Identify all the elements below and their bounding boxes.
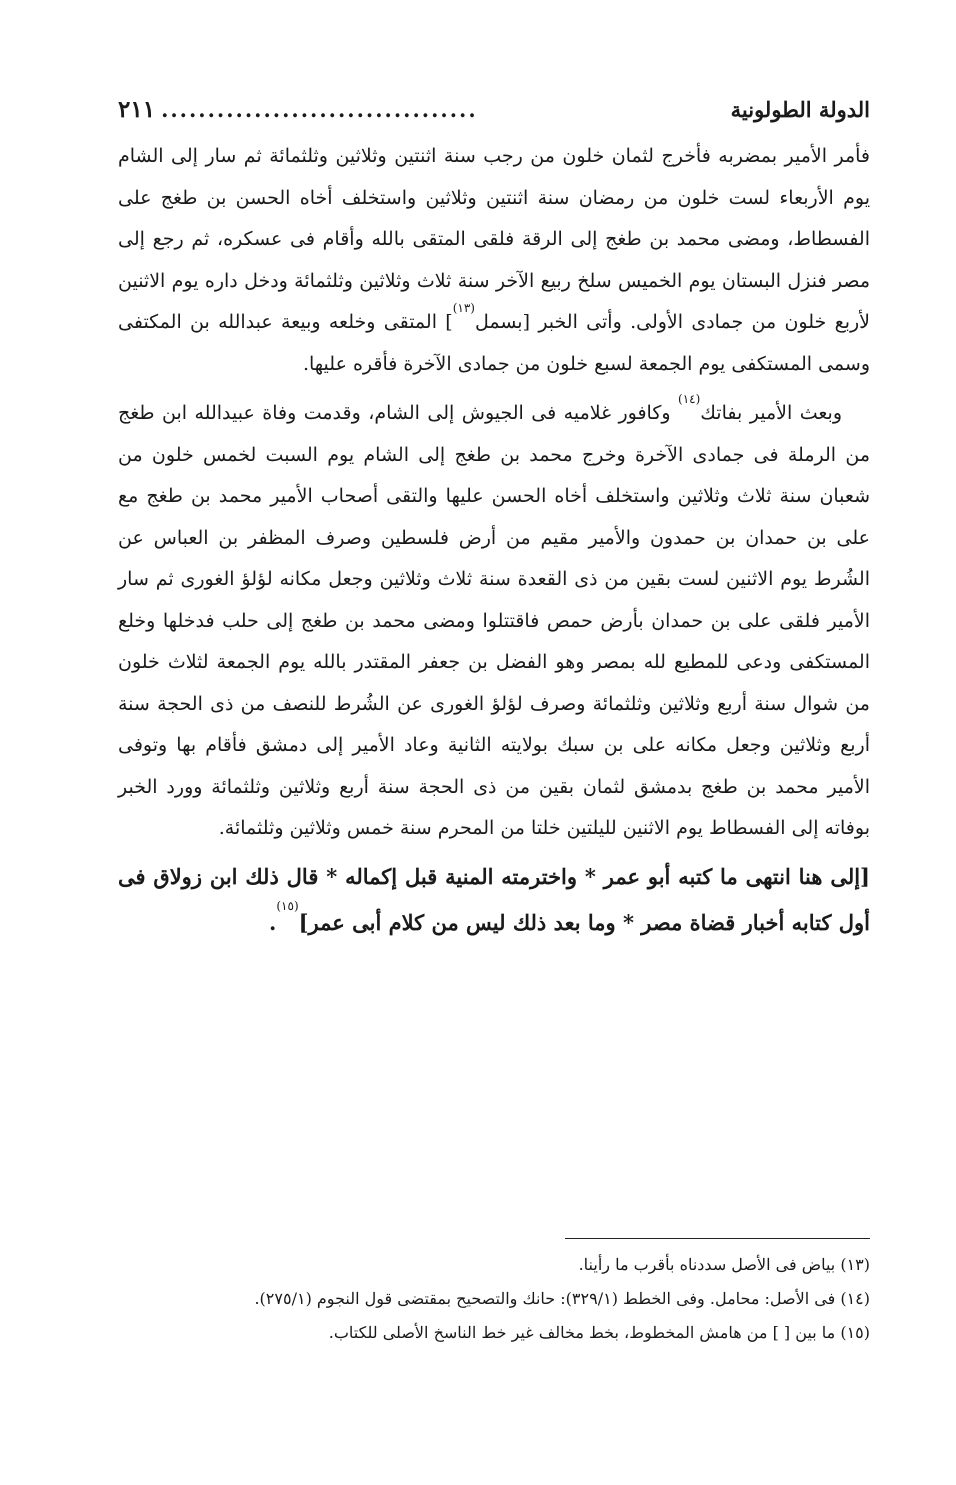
- footnotes: [118, 1248, 870, 1350]
- page-number: ٢١١: [118, 96, 156, 123]
- footnote-divider: [565, 1238, 870, 1239]
- paragraph-2: [118, 393, 870, 850]
- paragraph-text: وكافور غلاميه فى الجيوش إلى الشام، وقدمت وفاة عبيدالله ابن طغج من الرملة فى جمادى الآخرة وخرج محمد بن طغج إلى الشام يوم السبت لخمس خلون من شعبان سنة ثلاث وثلاثين واستخلف أخاه الحسن عليها والتقى أصحاب الأمير محمد بن طغج مع على بن حمدان بن حمدون والأمير مقيم من أرض فلسطين وصرف المظفر بن العباس عن الشُرط يوم الاثنين لست بقين من ذى القعدة سنة ثلاث وثلاثين وجعل مكانه لؤلؤ الغورى ثم سار الأمير فلقى على بن حمدان بأرض حمص فاقتتلوا ومضى محمد بن طغج إلى حلب فدخلها وخلع المستكفى ودعى للمطيع لله بمصر وهو الفضل بن جعفر المقتدر بالله يوم الجمعة لثلاث خلون من شوال سنة أربع وثلاثين وثلثمائة وصرف لؤلؤ الغورى عن الشُرط للنصف من ذى الحجة سنة أربع وثلاثين وجعل مكانه على بن سبك بولايته الثانية وعاد الأمير إلى دمشق فأقام بها وتوفى الأمير محمد بن طغج بدمشق لثمان بقين من ذى الحجة سنة أربع وثلاثين وثلثمائة وورد الخبر بوفاته إلى الفسطاط يوم الاثنين لليلتين خلتا من المحرم سنة خمس وثلاثين وثلثمائة.: [118, 402, 870, 839]
- footnote-15: (١٥) ما بين [ ] من هامش المخطوط، بخط مخالف غير خط الناسخ الأصلى للكتاب.: [328, 1323, 870, 1342]
- bold-text: [إلى هنا انتهى ما كتبه أبو عمر * واخترمته المنية قبل إكماله * قال ذلك ابن زولاق فى أول كتابه أخبار قضاة مصر * وما بعد ذلك ليس من كلام أبى عمر]: [118, 863, 870, 935]
- footnote-ref-13[interactable]: (١٣): [452, 301, 475, 315]
- book-page: [118, 96, 871, 1342]
- paragraph-text: ] المتقى وخلعه وبيعة عبدالله بن المكتفى وسمى المستكفى يوم الجمعة لسبع خلون من جمادى الآخرة فأقره عليها.: [118, 311, 870, 375]
- chapter-title: الدولة الطولونية: [730, 97, 870, 122]
- marginal-note-paragraph: [118, 854, 870, 946]
- footnote-14: (١٤) فى الأصل: محامل. وفى الخطط (٣٢٩/١): حانك والتصحيح بمقتضى قول النجوم (٢٧٥/١).: [254, 1289, 870, 1308]
- footnote-ref-15[interactable]: (١٥): [276, 898, 299, 913]
- leader-dots: ..................................: [161, 97, 478, 122]
- paragraph-text: وبعث الأمير بفاتك: [700, 402, 842, 424]
- footnote-13: (١٣) بياض فى الأصل سددناه بأقرب ما رأينا.: [578, 1255, 870, 1274]
- bold-text-end: .: [269, 909, 277, 935]
- running-header: [118, 96, 870, 136]
- paragraph-text: فأمر الأمير بمضربه فأخرج لثمان خلون من رجب سنة اثنتين وثلاثين وثلثمائة ثم سار إلى الشام يوم الأربعاء لست خلون من رمضان سنة اثنتين وثلاثين واستخلف أخاه الحسن بن طغج على الفسطاط، ومضى محمد بن طغج إلى الرقة فلقى المتقى بالله وأقام فى عسكره، ثم رجع إلى مصر فنزل البستان يوم الخميس سلخ ربيع الآخر سنة ثلاث وثلاثين وثلثمائة ودخل داره يوم الاثنين لأربع خلون من جمادى الأولى. وأتى الخبر [بسمل: [118, 145, 871, 333]
- paragraph-1: [118, 136, 870, 385]
- footnote-ref-14[interactable]: (١٤): [678, 392, 701, 406]
